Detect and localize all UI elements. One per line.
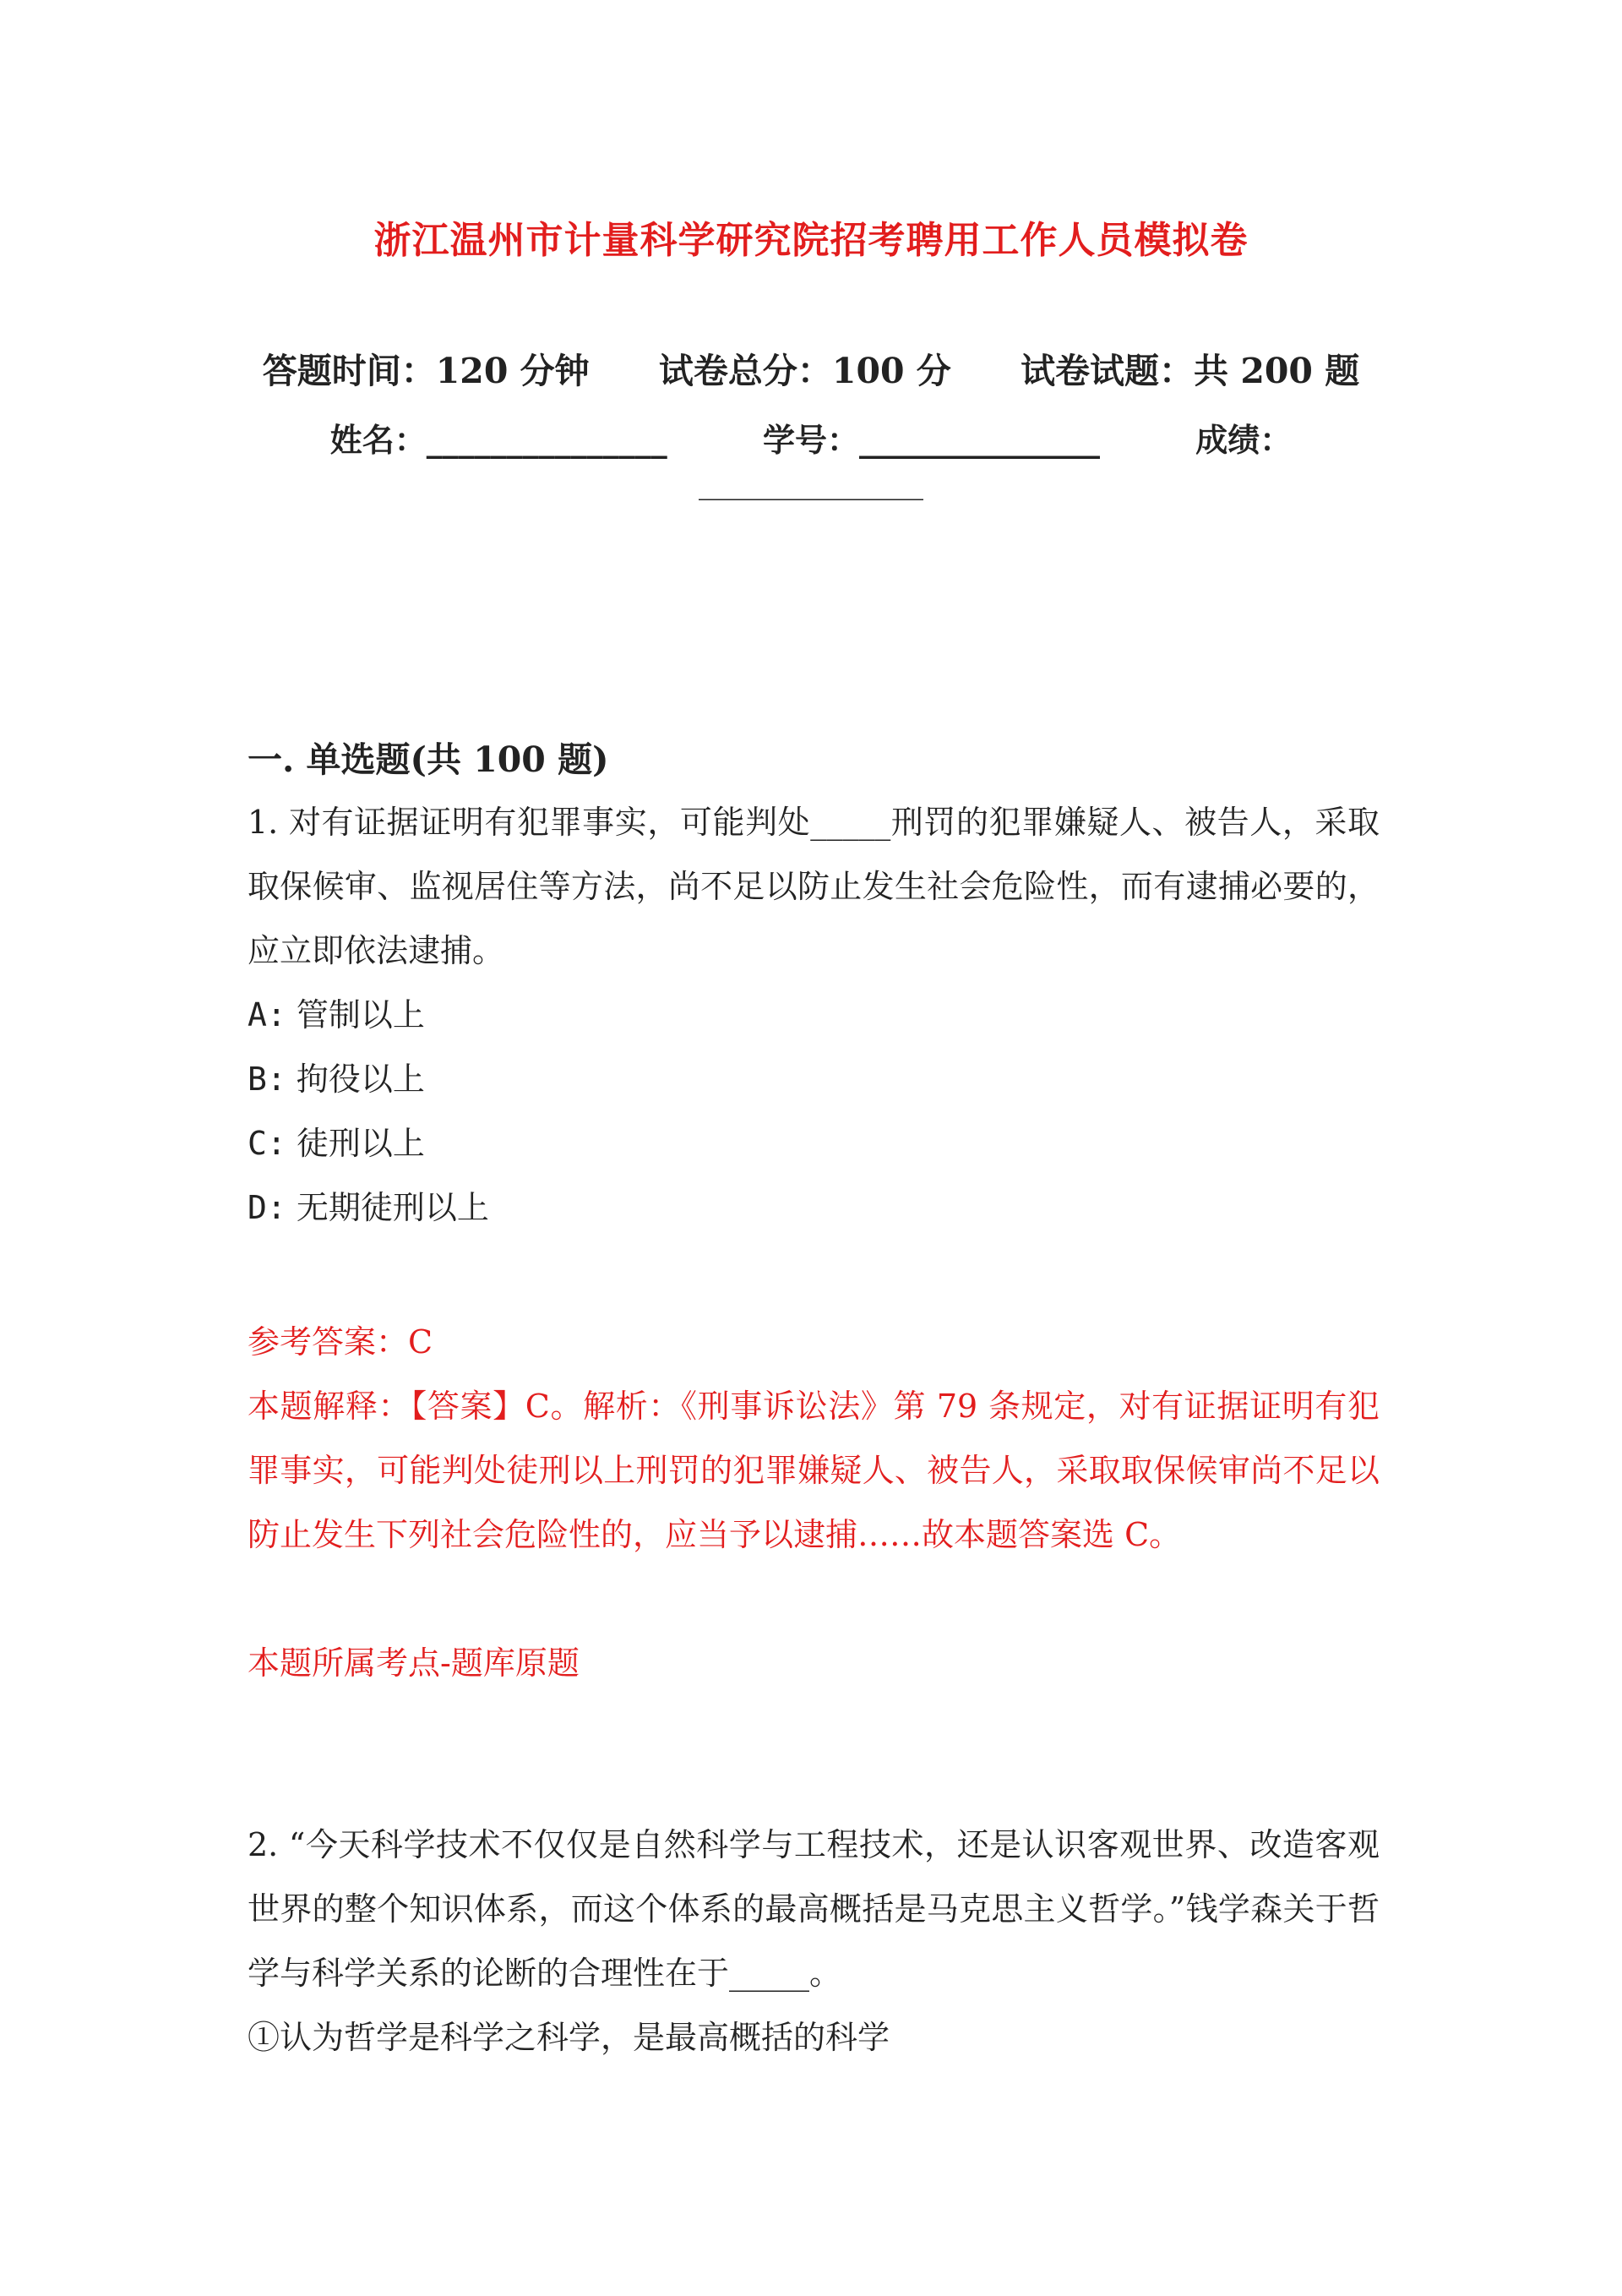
- option-1: [248, 2005, 1380, 2070]
- option-b: [248, 1047, 1380, 1111]
- option-text: 拘役以上: [296, 1061, 425, 1098]
- option-d: [248, 1175, 1380, 1240]
- student-info: [0, 414, 1622, 461]
- question-2: [248, 1813, 1380, 2070]
- exam-time: 答题时间：120 分钟: [262, 351, 590, 391]
- question-1-point: [248, 1631, 1380, 1695]
- option-letter: B:: [248, 1061, 286, 1098]
- option-text: 徒刑以上: [296, 1125, 425, 1162]
- document-title: 浙江温州市计量科学研究院招考聘用工作人员模拟卷: [373, 219, 1249, 262]
- reference-answer: 参考答案：C: [248, 1323, 433, 1361]
- grade-label: 成绩：: [1195, 421, 1293, 459]
- section-heading: 一. 单选题(共 100 题): [248, 739, 609, 780]
- option-text: 管制以上: [296, 996, 425, 1033]
- option-a: [248, 983, 1380, 1047]
- question-stem: 1. 对有证据证明有犯罪事实，可能判处_____刑罚的犯罪嫌疑人、被告人，采取取保候审、监视居住等方法，尚不足以防止发生社会危险性，而有逮捕必要的，应立即依法逮捕。: [248, 804, 1380, 969]
- option-letter: C:: [248, 1125, 286, 1162]
- name-field: 姓名：_______________: [329, 421, 667, 459]
- question-1: [248, 790, 1380, 1240]
- exam-point: 本题所属考点-题库原题: [248, 1644, 580, 1682]
- option-c: [248, 1111, 1380, 1175]
- exam-question-count: 试卷试题：共 200 题: [1021, 351, 1360, 391]
- answer-explanation: 本题解释：【答案】C。解析：《刑事诉讼法》第 79 条规定，对有证据证明有犯罪事实，可能判处徒刑以上刑罚的犯罪嫌疑人、被告人，采取取保候审尚不足以防止发生下列社会危险性的，应当予以逮捕……故本题答案选 C。: [248, 1388, 1380, 1553]
- option-letter: A:: [248, 996, 286, 1033]
- question-1-answer-block: [248, 1310, 1380, 1567]
- question-stem: 2. “今天科学技术不仅仅是自然科学与工程技术，还是认识客观世界、改造客观世界的整个知识体系，而这个体系的最高概括是马克思主义哲学。”钱学森关于哲学与科学关系的论断的合理性在于_____。: [248, 1826, 1380, 1992]
- exam-total-score: 试卷总分：100 分: [658, 351, 951, 391]
- option-text: ①认为哲学是科学之科学，是最高概括的科学: [248, 2019, 890, 2056]
- option-text: 无期徒刑以上: [296, 1189, 489, 1226]
- option-letter: D:: [248, 1189, 286, 1226]
- student-id-field: 学号：_______________: [762, 421, 1100, 459]
- grade-blank: ______________: [699, 463, 923, 500]
- exam-meta: [0, 343, 1622, 393]
